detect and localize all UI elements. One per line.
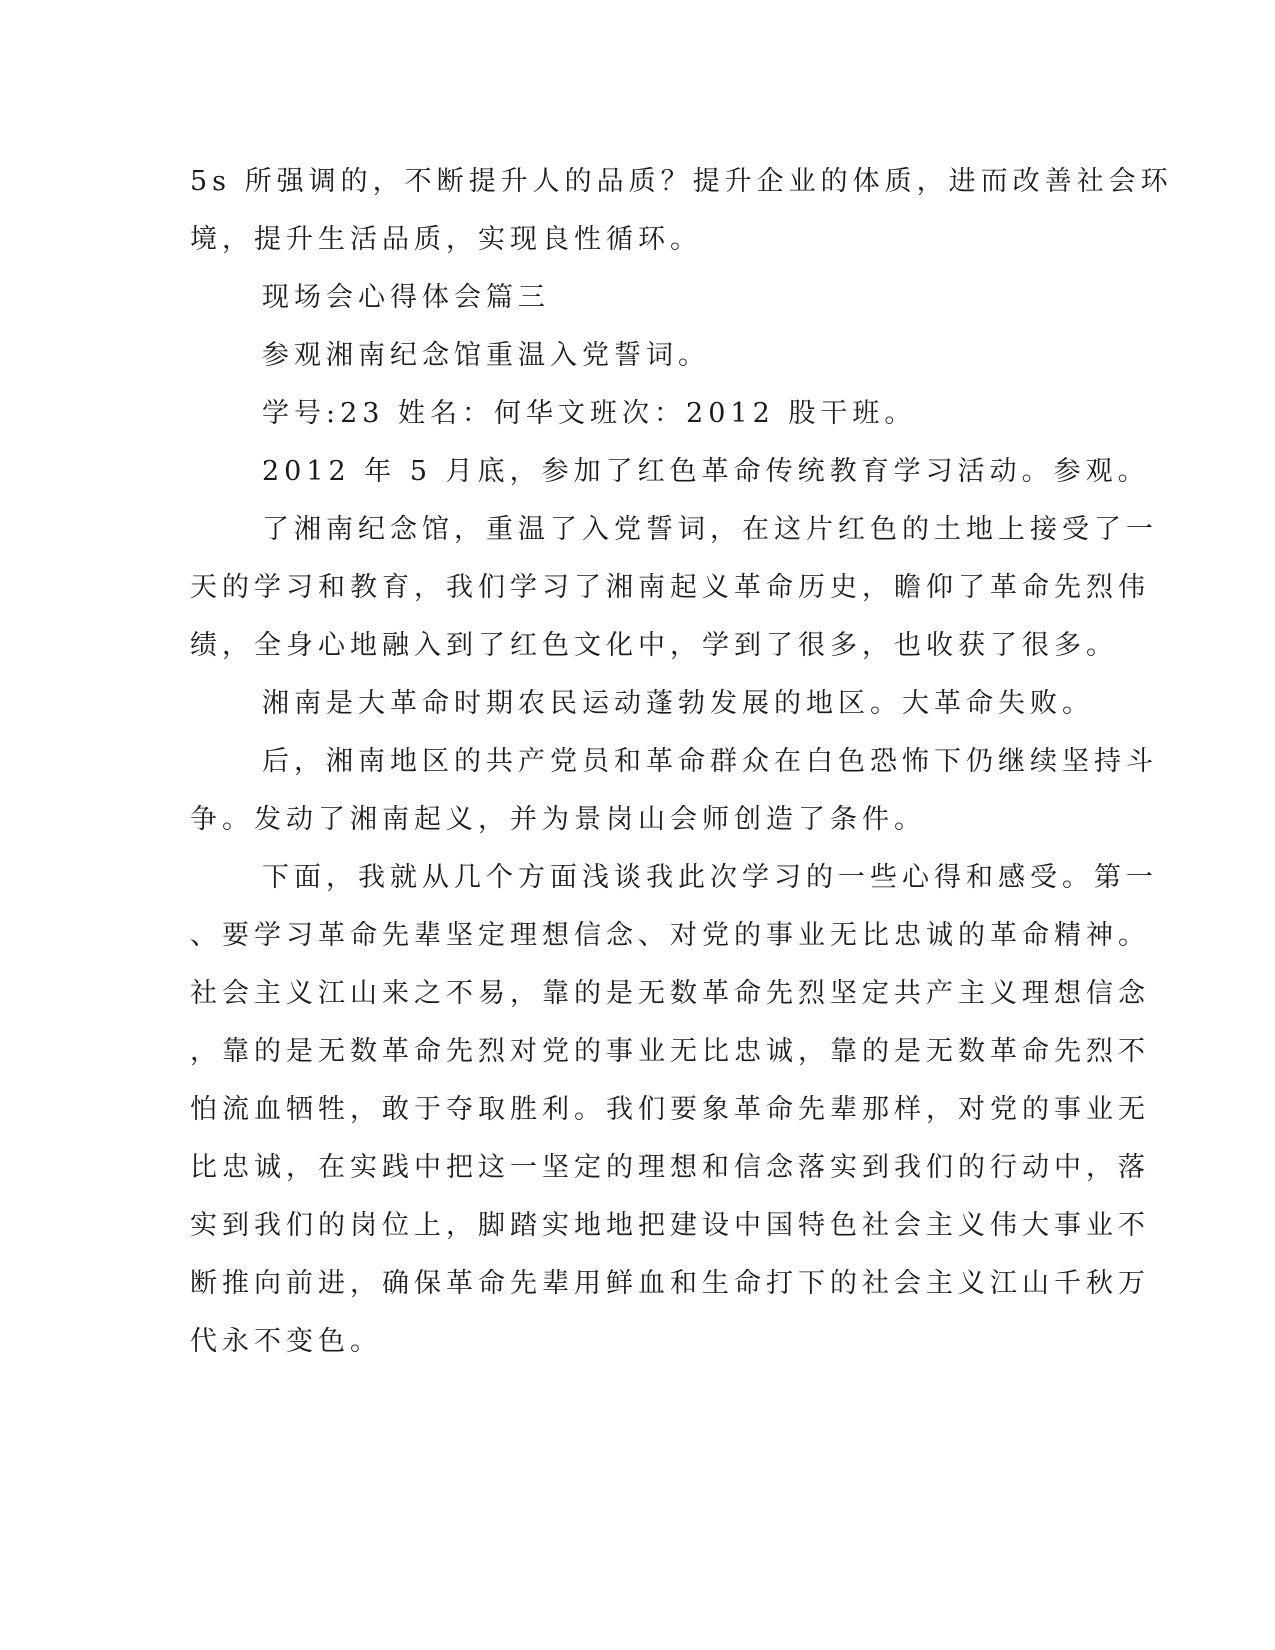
text-line: 代永不变色。 bbox=[190, 1326, 382, 1357]
text-line: 绩，全身心地融入到了红色文化中，学到了很多，也收获了很多。 bbox=[190, 630, 1118, 661]
text-line: 、要学习革命先辈坚定理想信念、对党的事业无比忠诚的革命精神。 bbox=[190, 920, 1150, 951]
text-line: 后，湘南地区的共产党员和革命群众在白色恐怖下仍继续坚持斗 bbox=[262, 746, 1158, 777]
text-line: 社会主义江山来之不易，靠的是无数革命先烈坚定共产主义理想信念 bbox=[190, 978, 1150, 1009]
text-line: 境，提升生活品质，实现良性循环。 bbox=[190, 224, 702, 255]
text-line: 了湘南纪念馆，重温了入党誓词，在这片红色的土地上接受了一 bbox=[262, 514, 1158, 545]
text-line: 实到我们的岗位上，脚踏实地地把建设中国特色社会主义伟大事业不 bbox=[190, 1210, 1150, 1241]
text-line: 湘南是大革命时期农民运动蓬勃发展的地区。大革命失败。 bbox=[262, 688, 1094, 719]
section-heading: 现场会心得体会篇三 bbox=[262, 282, 550, 313]
text-line: 怕流血牺牲，敢于夺取胜利。我们要象革命先辈那样，对党的事业无 bbox=[190, 1094, 1150, 1125]
text-line: 下面，我就从几个方面浅谈我此次学习的一些心得和感受。第一 bbox=[262, 862, 1158, 893]
text-line: 5s 所强调的，不断提升人的品质？提升企业的体质，进而改善社会环 bbox=[190, 166, 1173, 197]
text-line: 断推向前进，确保革命先辈用鲜血和生命打下的社会主义江山千秋万 bbox=[190, 1268, 1150, 1299]
text-line: 学号:23 姓名：何华文班次：2012 股干班。 bbox=[262, 398, 917, 429]
text-line: 天的学习和教育，我们学习了湘南起义革命历史，瞻仰了革命先烈伟 bbox=[190, 572, 1150, 603]
text-line: 参观湘南纪念馆重温入党誓词。 bbox=[262, 340, 710, 371]
text-line: 2012 年 5 月底，参加了红色革命传统教育学习活动。参观。 bbox=[262, 456, 1150, 487]
text-line: 比忠诚，在实践中把这一坚定的理想和信念落实到我们的行动中，落 bbox=[190, 1152, 1150, 1183]
text-line: ，靠的是无数革命先烈对党的事业无比忠诚，靠的是无数革命先烈不 bbox=[190, 1036, 1150, 1067]
text-line: 争。发动了湘南起义，并为景岗山会师创造了条件。 bbox=[190, 804, 926, 835]
